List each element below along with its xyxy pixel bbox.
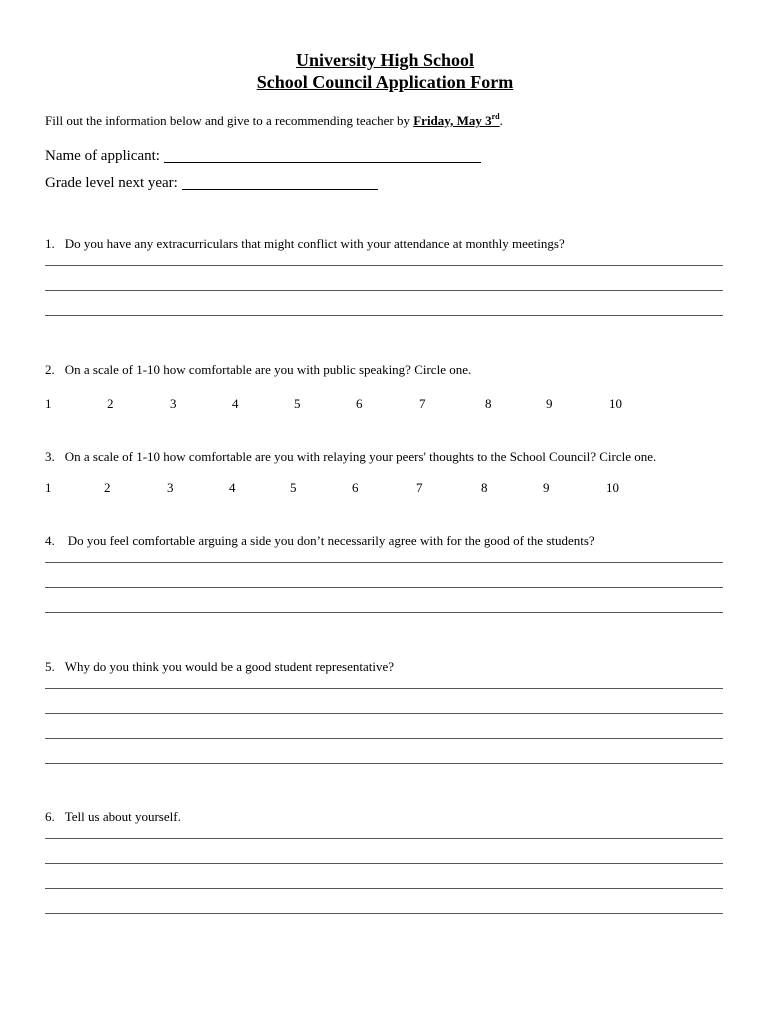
applicant-name-field[interactable] — [164, 148, 481, 163]
form-title: School Council Application Form — [256, 72, 514, 92]
grade-level-row — [45, 174, 378, 192]
answer-line[interactable] — [45, 763, 723, 764]
scale-option[interactable]: 1 — [45, 396, 52, 411]
scale-option[interactable]: 10 — [606, 480, 619, 495]
grade-level-label: Grade level next year: — [45, 175, 178, 191]
scale-option[interactable]: 3 — [170, 396, 177, 411]
question-6: 6. Tell us about yourself. — [45, 809, 181, 824]
scale-option[interactable]: 4 — [229, 480, 236, 495]
scale-row-3 — [0, 480, 770, 496]
scale-option[interactable]: 10 — [609, 396, 622, 411]
scale-option[interactable]: 7 — [416, 480, 423, 495]
answer-line[interactable] — [45, 688, 723, 689]
answer-line[interactable] — [45, 713, 723, 714]
instructions-text: Fill out the information below and give to a recommending teacher by — [45, 113, 414, 128]
applicant-name-label: Name of applicant: — [45, 148, 160, 164]
scale-option[interactable]: 5 — [294, 396, 301, 411]
scale-option[interactable]: 4 — [232, 396, 239, 411]
scale-option[interactable]: 2 — [104, 480, 111, 495]
scale-option[interactable]: 1 — [45, 480, 52, 495]
question-5: 5. Why do you think you would be a good student representative? — [45, 659, 395, 674]
answer-line[interactable] — [45, 587, 723, 588]
instructions: Fill out the information below and give to a recommending teacher by Friday, May 3rd. — [45, 112, 503, 128]
scale-option[interactable]: 2 — [107, 396, 114, 411]
scale-option[interactable]: 8 — [485, 396, 492, 411]
answer-line[interactable] — [45, 738, 723, 739]
question-4: 4. Do you feel comfortable arguing a side you don’t necessarily agree with for the good of the students? — [45, 533, 595, 548]
answer-line[interactable] — [45, 290, 723, 291]
scale-option[interactable]: 7 — [419, 396, 426, 411]
answer-line[interactable] — [45, 863, 723, 864]
scale-row-2 — [0, 396, 770, 412]
scale-option[interactable]: 5 — [290, 480, 297, 495]
question-2: 2. On a scale of 1-10 how comfortable are you with public speaking? Circle one. — [45, 362, 472, 377]
scale-option[interactable]: 3 — [167, 480, 174, 495]
answer-line[interactable] — [45, 315, 723, 316]
question-1: 1. Do you have any extracurriculars that might conflict with your attendance at monthly meetings? — [45, 236, 565, 251]
deadline-date: Friday, May 3rd — [413, 112, 500, 128]
answer-line[interactable] — [45, 265, 723, 266]
scale-option[interactable]: 8 — [481, 480, 488, 495]
answer-line[interactable] — [45, 562, 723, 563]
answer-line[interactable] — [45, 612, 723, 613]
grade-level-field[interactable] — [182, 175, 378, 190]
scale-option[interactable]: 6 — [352, 480, 359, 495]
school-name: University High School — [295, 50, 474, 70]
question-3: 3. On a scale of 1-10 how comfortable are you with relaying your peers' thoughts to the School Council? Circle one. — [45, 449, 657, 464]
scale-option[interactable]: 6 — [356, 396, 363, 411]
answer-line[interactable] — [45, 838, 723, 839]
scale-option[interactable]: 9 — [546, 396, 553, 411]
answer-line[interactable] — [45, 888, 723, 889]
applicant-name-row — [45, 147, 481, 165]
answer-line[interactable] — [45, 913, 723, 914]
scale-option[interactable]: 9 — [543, 480, 550, 495]
